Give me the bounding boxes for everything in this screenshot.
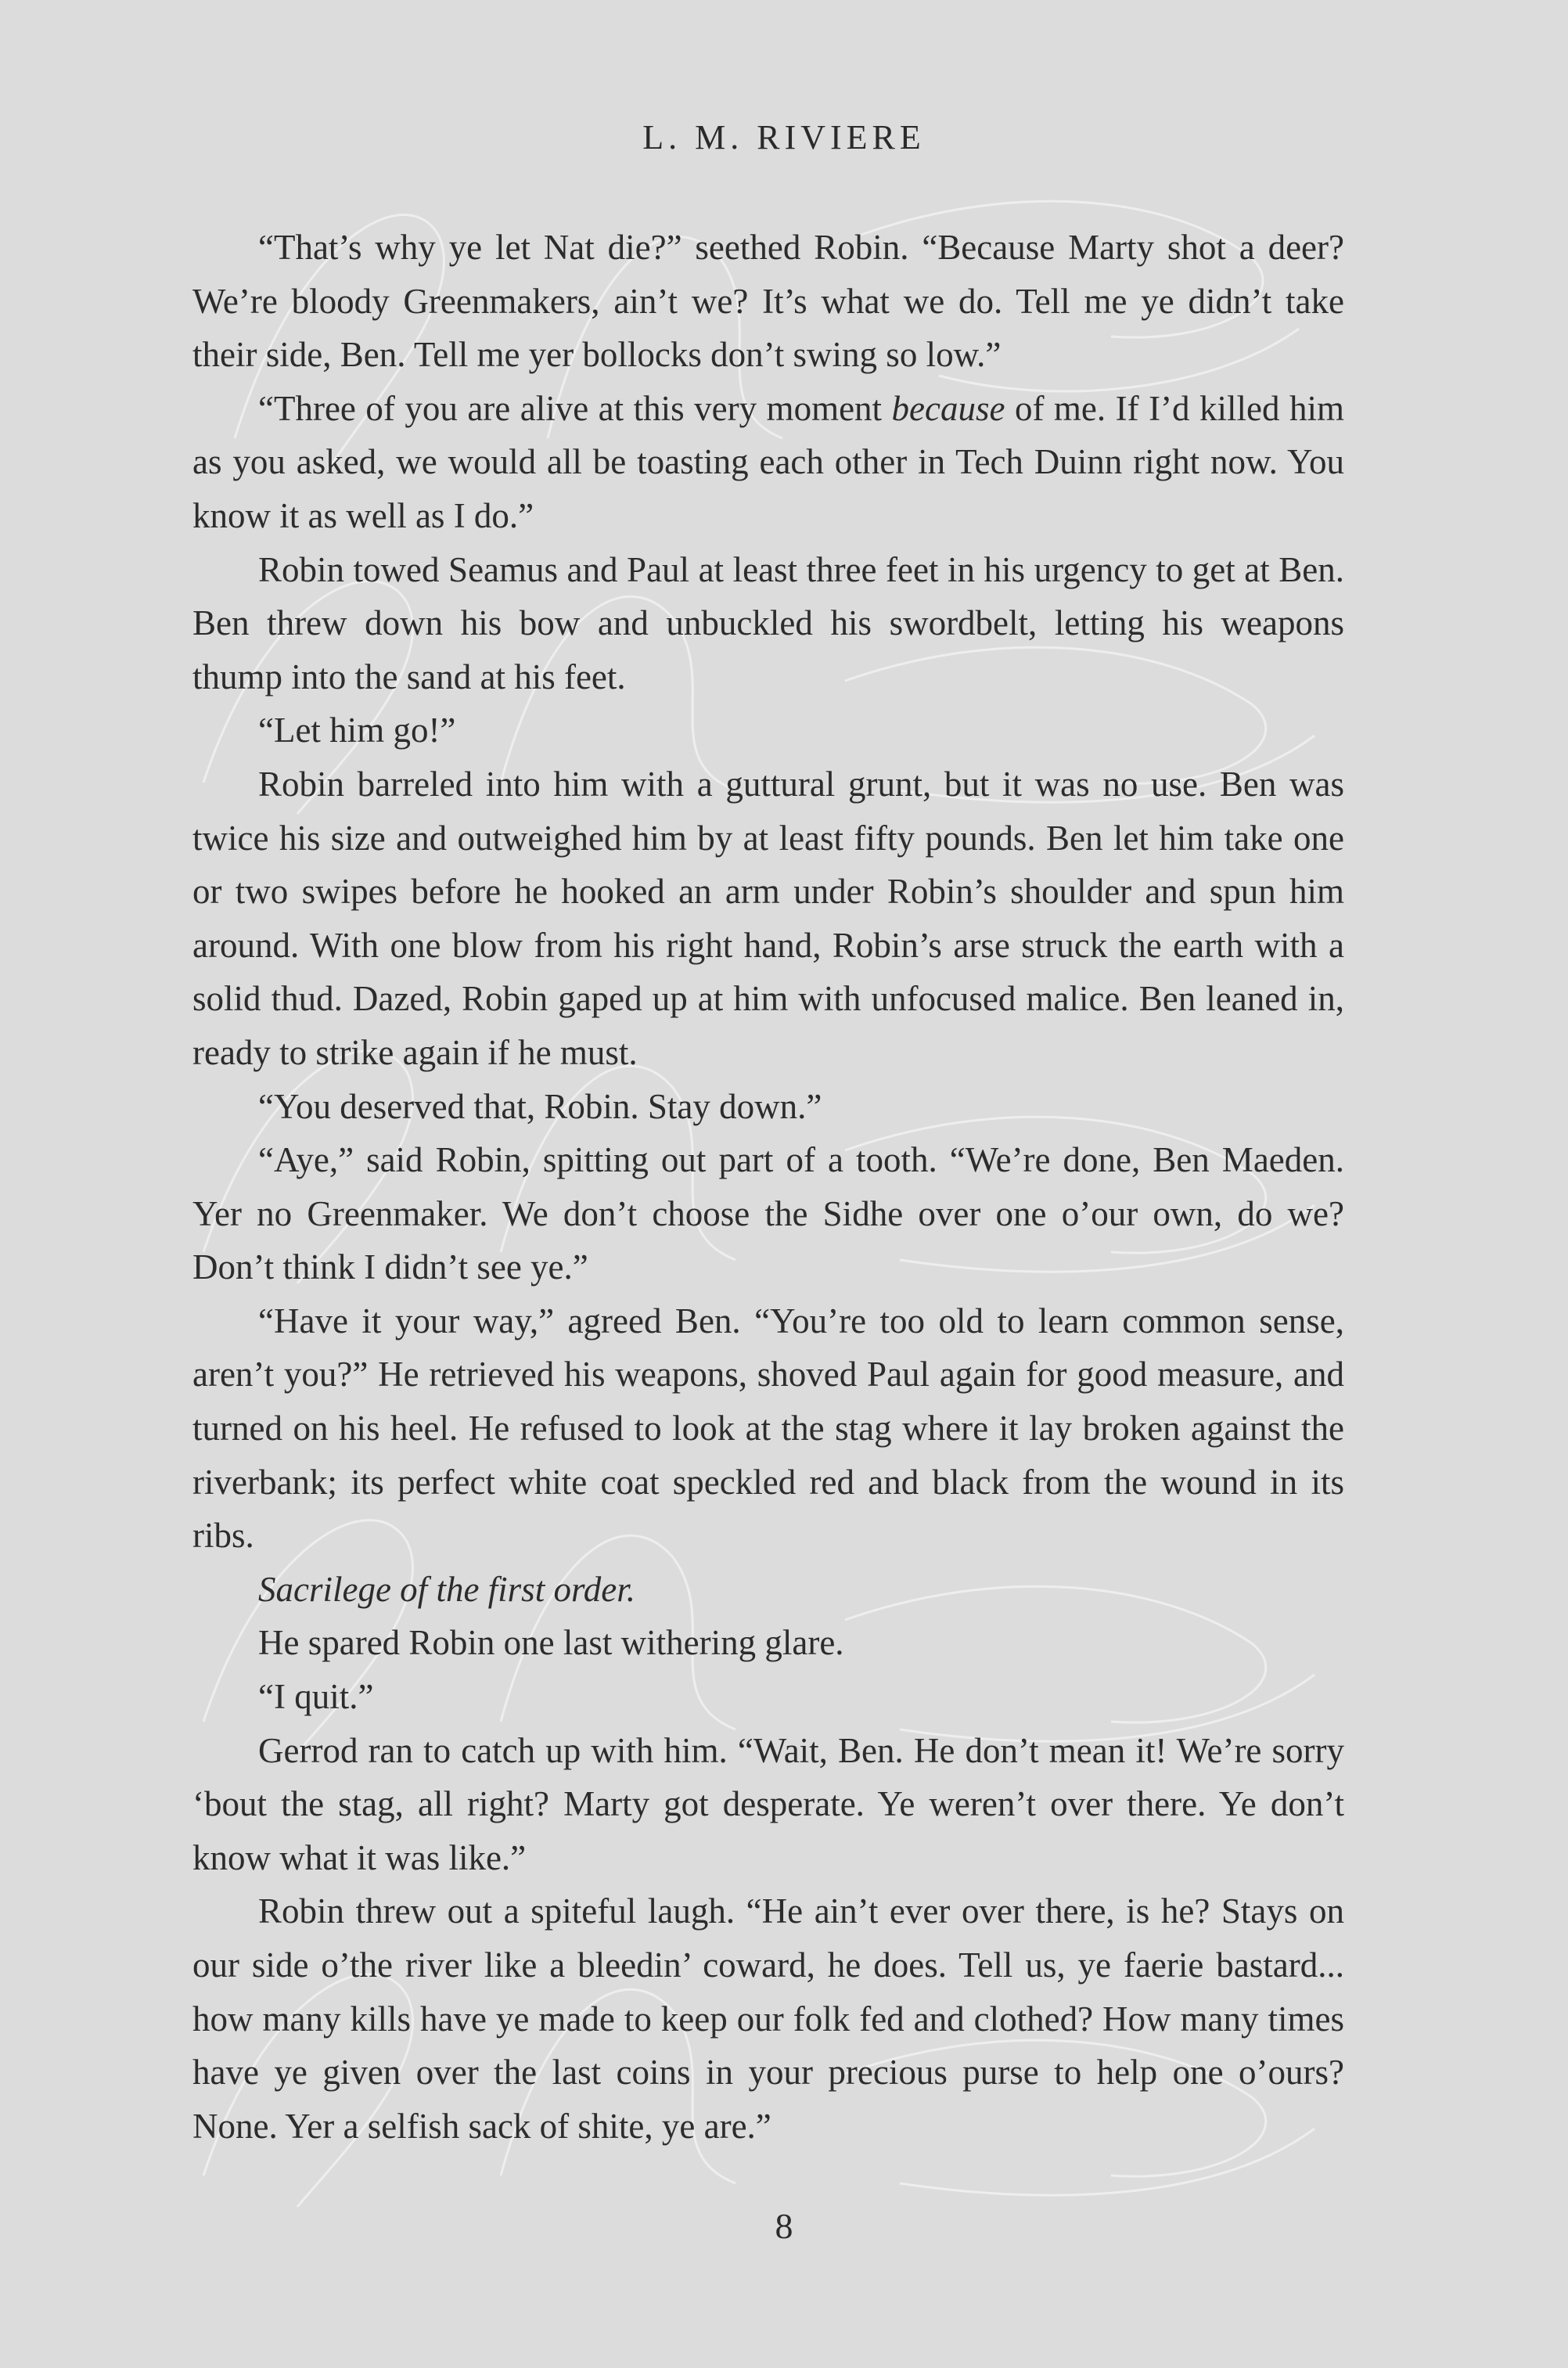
paragraph: Gerrod ran to catch up with him. “Wait, Ben. He don’t mean it! We’re sorry ‘bout the stag, all right? Marty got desperate. Ye weren’t over there. Ye don’t know what it was like.” bbox=[192, 1730, 1344, 1877]
paragraph bbox=[192, 382, 1344, 543]
paragraph: He spared Robin one last withering glare. bbox=[258, 1623, 844, 1663]
paragraph: “That’s why ye let Nat die?” seethed Robin. “Because Marty shot a deer? We’re bloody Greenmakers, ain’t we? It’s what we do. Tell me ye didn’t take their side, Ben. Tell me yer bollocks don’t swing so low.” bbox=[192, 228, 1344, 375]
emphasis-text: because bbox=[891, 388, 1005, 428]
running-header-author: L. M. RIVIERE bbox=[642, 118, 926, 157]
paragraph: Robin towed Seamus and Paul at least three feet in his urgency to get at Ben. Ben threw down his bow and unbuckled his swordbelt, letting his weapons thump into the sand at his feet. bbox=[192, 549, 1344, 696]
paragraph: “Have it your way,” agreed Ben. “You’re too old to learn common sense, aren’t you?” He retrieved his weapons, shoved Paul again for good measure, and turned on his heel. He refused to look at the stag where it lay broken against the riverbank; its perfect white coat speckled red and black from the wound in its ribs. bbox=[192, 1301, 1344, 1556]
paragraph: “Aye,” said Robin, spitting out part of a tooth. “We’re done, Ben Maeden. Yer no Greenmaker. We don’t choose the Sidhe over one o’our own, do we? Don’t think I didn’t see ye.” bbox=[192, 1140, 1344, 1287]
page-number: 8 bbox=[775, 2206, 793, 2246]
paragraph: “Let him go!” bbox=[258, 711, 456, 750]
paragraph-italic bbox=[192, 1563, 1344, 1617]
paragraph-text: “Three of you are alive at this very moment bbox=[258, 388, 892, 428]
paragraph-text: of me. If I’d killed him as you asked, we would all be toasting each other in Tech Duinn right now. You know it as well as I do.” bbox=[192, 388, 1344, 535]
paragraph: Robin threw out a spiteful laugh. “He ain’t ever over there, is he? Stays on our side o’the river like a bleedin’ coward, he does. Tell us, ye faerie bastard... how many kills have ye made to keep our folk fed and clothed? How many times have ye given over the last coins in your precious purse to help one o’ours? None. Yer a selfish sack of shite, ye are.” bbox=[192, 1891, 1344, 2146]
emphasis-text: Sacrilege of the first order. bbox=[258, 1569, 636, 1609]
paragraph: “You deserved that, Robin. Stay down.” bbox=[258, 1086, 822, 1126]
paragraph: “I quit.” bbox=[258, 1677, 374, 1717]
paragraph: Robin barreled into him with a guttural grunt, but it was no use. Ben was twice his size and outweighed him by at least fifty pounds. Ben let him take one or two swipes before he hooked an arm under Robin’s shoulder and spun him around. With one blow from his right hand, Robin’s arse struck the earth with a solid thud. Dazed, Robin gaped up at him with unfocused malice. Ben leaned in, ready to strike again if he must. bbox=[192, 764, 1344, 1072]
chapter-body bbox=[192, 221, 1344, 2153]
